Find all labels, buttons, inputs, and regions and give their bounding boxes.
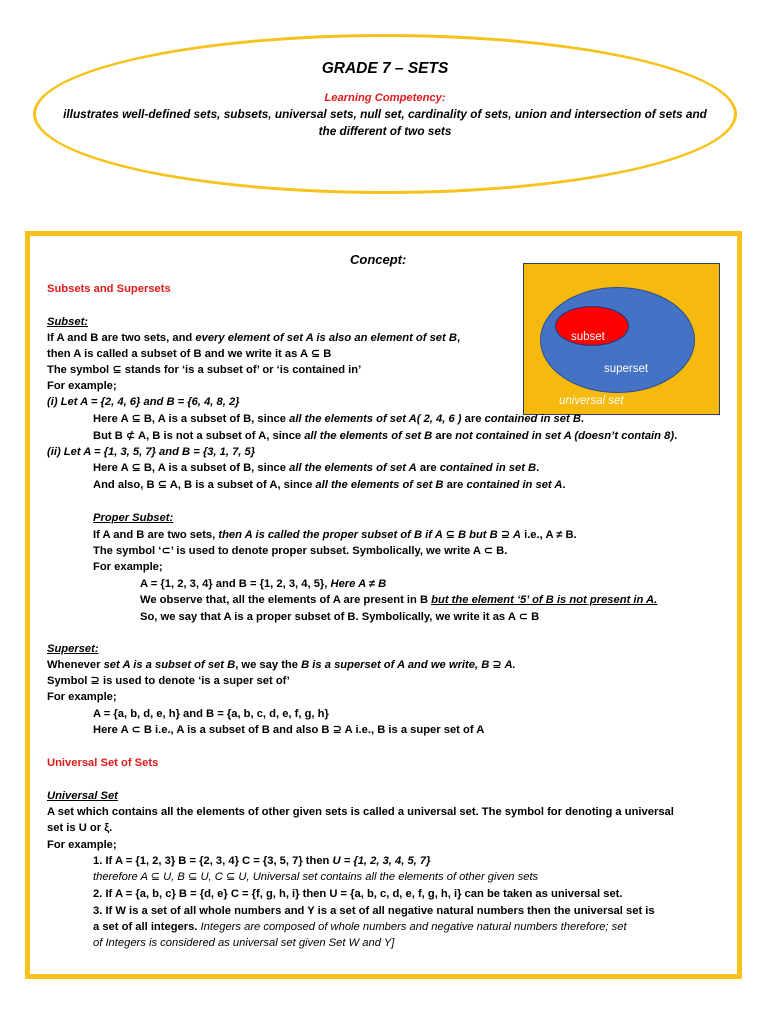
universal-for-example: For example; <box>47 839 117 851</box>
concept-heading: Concept: <box>350 252 407 267</box>
subset-def-line-2: then A is called a subset of B and we write it as A ⊆ B <box>47 348 332 360</box>
universal-def-line-2: set is U or ξ. <box>47 822 113 834</box>
superset-line-2: Symbol ⊇ is used to denote ‘is a super set of’ <box>47 675 290 687</box>
universal-example-3-line-2: a set of all integers. Integers are composed of whole numbers and negative natural numbers therefore; set <box>93 921 627 933</box>
universal-def-line-1: A set which contains all the elements of other given sets is called a universal set. The symbol for denoting a universal <box>47 806 674 818</box>
superset-heading: Superset: <box>47 643 99 655</box>
venn-diagram <box>523 263 720 415</box>
subset-label: subset <box>571 331 605 343</box>
competency-text <box>45 106 725 140</box>
competency-line-1: illustrates well-defined sets, subsets, universal sets, null set, cardinality of sets, union and intersection of sets and <box>63 107 707 121</box>
competency-label: Learning Competency: <box>324 92 446 104</box>
superset-label: superset <box>604 363 649 375</box>
superset-example-explain: Here A ⊂ B i.e., A is a subset of B and also B ⊇ A i.e., B is a super set of A <box>93 724 485 736</box>
subset-for-example: For example; <box>47 380 117 392</box>
subset-def-line-1: If A and B are two sets, and every element of set A is also an element of set B, <box>47 332 461 344</box>
subset-def-line-3: The symbol ⊆ stands for ‘is a subset of’ or ‘is contained in’ <box>47 364 362 376</box>
universal-set-heading: Universal Set <box>47 790 118 802</box>
subset-example-1a: Here A ⊆ B, A is a subset of B, since all the elements of set A( 2, 4, 6 ) are contained in set B. <box>93 413 585 425</box>
proper-subset-line-2: The symbol ‘⊂’ is used to denote proper subset. Symbolically, we write A ⊂ B. <box>93 545 508 557</box>
subset-example-2b: And also, B ⊆ A, B is a subset of A, since all the elements of set B are contained in set A. <box>93 479 566 491</box>
universal-example-3-line-1: 3. If W is a set of all whole numbers and Y is a set of all negative natural numbers then the universal set is <box>93 905 655 917</box>
subset-example-1: (i) Let A = {2, 4, 6} and B = {6, 4, 8, 2} <box>47 396 240 408</box>
proper-subset-heading: Proper Subset: <box>93 512 174 524</box>
proper-subset-conclusion: So, we say that A is a proper subset of B. Symbolically, we write it as A ⊂ B <box>140 611 540 623</box>
section-title-universal: Universal Set of Sets <box>47 757 159 769</box>
subset-example-2a: Here A ⊆ B, A is a subset of B, since all the elements of set A are contained in set B. <box>93 462 540 474</box>
competency-line-2: the different of two sets <box>318 124 452 138</box>
proper-subset-for-example: For example; <box>93 561 163 573</box>
superset-for-example: For example; <box>47 691 117 703</box>
universal-example-3-line-3: of Integers is considered as universal set given Set W and Y] <box>93 937 395 949</box>
proper-subset-line-1: If A and B are two sets, then A is called the proper subset of B if A ⊆ B but B ⊇ A i.e., A ≠ B. <box>93 529 577 541</box>
universal-set-label: universal set <box>559 395 624 407</box>
proper-subset-observation: We observe that, all the elements of A are present in B but the element ‘5’ of B is not present in A. <box>140 594 658 606</box>
subset-example-1b: But B ⊄ A, B is not a subset of A, since all the elements of set B are not contained in set A (doesn’t contain 8). <box>93 430 678 442</box>
header <box>45 60 725 140</box>
page-title: GRADE 7 – SETS <box>321 60 449 77</box>
proper-subset-example: A = {1, 2, 3, 4} and B = {1, 2, 3, 4, 5}, Here A ≠ B <box>140 578 387 590</box>
universal-example-1: 1. If A = {1, 2, 3} B = {2, 3, 4} C = {3, 5, 7} then U = {1, 2, 3, 4, 5, 7} <box>93 855 431 867</box>
universal-example-2: 2. If A = {a, b, c} B = {d, e} C = {f, g, h, i} then U = {a, b, c, d, e, f, g, h, i} can be taken as universal set. <box>93 888 623 900</box>
section-title-subsets: Subsets and Supersets <box>47 283 171 295</box>
universal-example-1-note: therefore A ⊆ U, B ⊆ U, C ⊆ U, Universal set contains all the elements of other given sets <box>93 871 539 883</box>
superset-line-1: Whenever set A is a subset of set B, we say the B is a superset of A and we write, B ⊇ A. <box>47 659 516 671</box>
subset-heading: Subset: <box>47 316 89 328</box>
subset-example-2: (ii) Let A = {1, 3, 5, 7} and B = {3, 1, 7, 5} <box>47 446 256 458</box>
superset-example: A = {a, b, d, e, h} and B = {a, b, c, d, e, f, g, h} <box>93 708 329 720</box>
